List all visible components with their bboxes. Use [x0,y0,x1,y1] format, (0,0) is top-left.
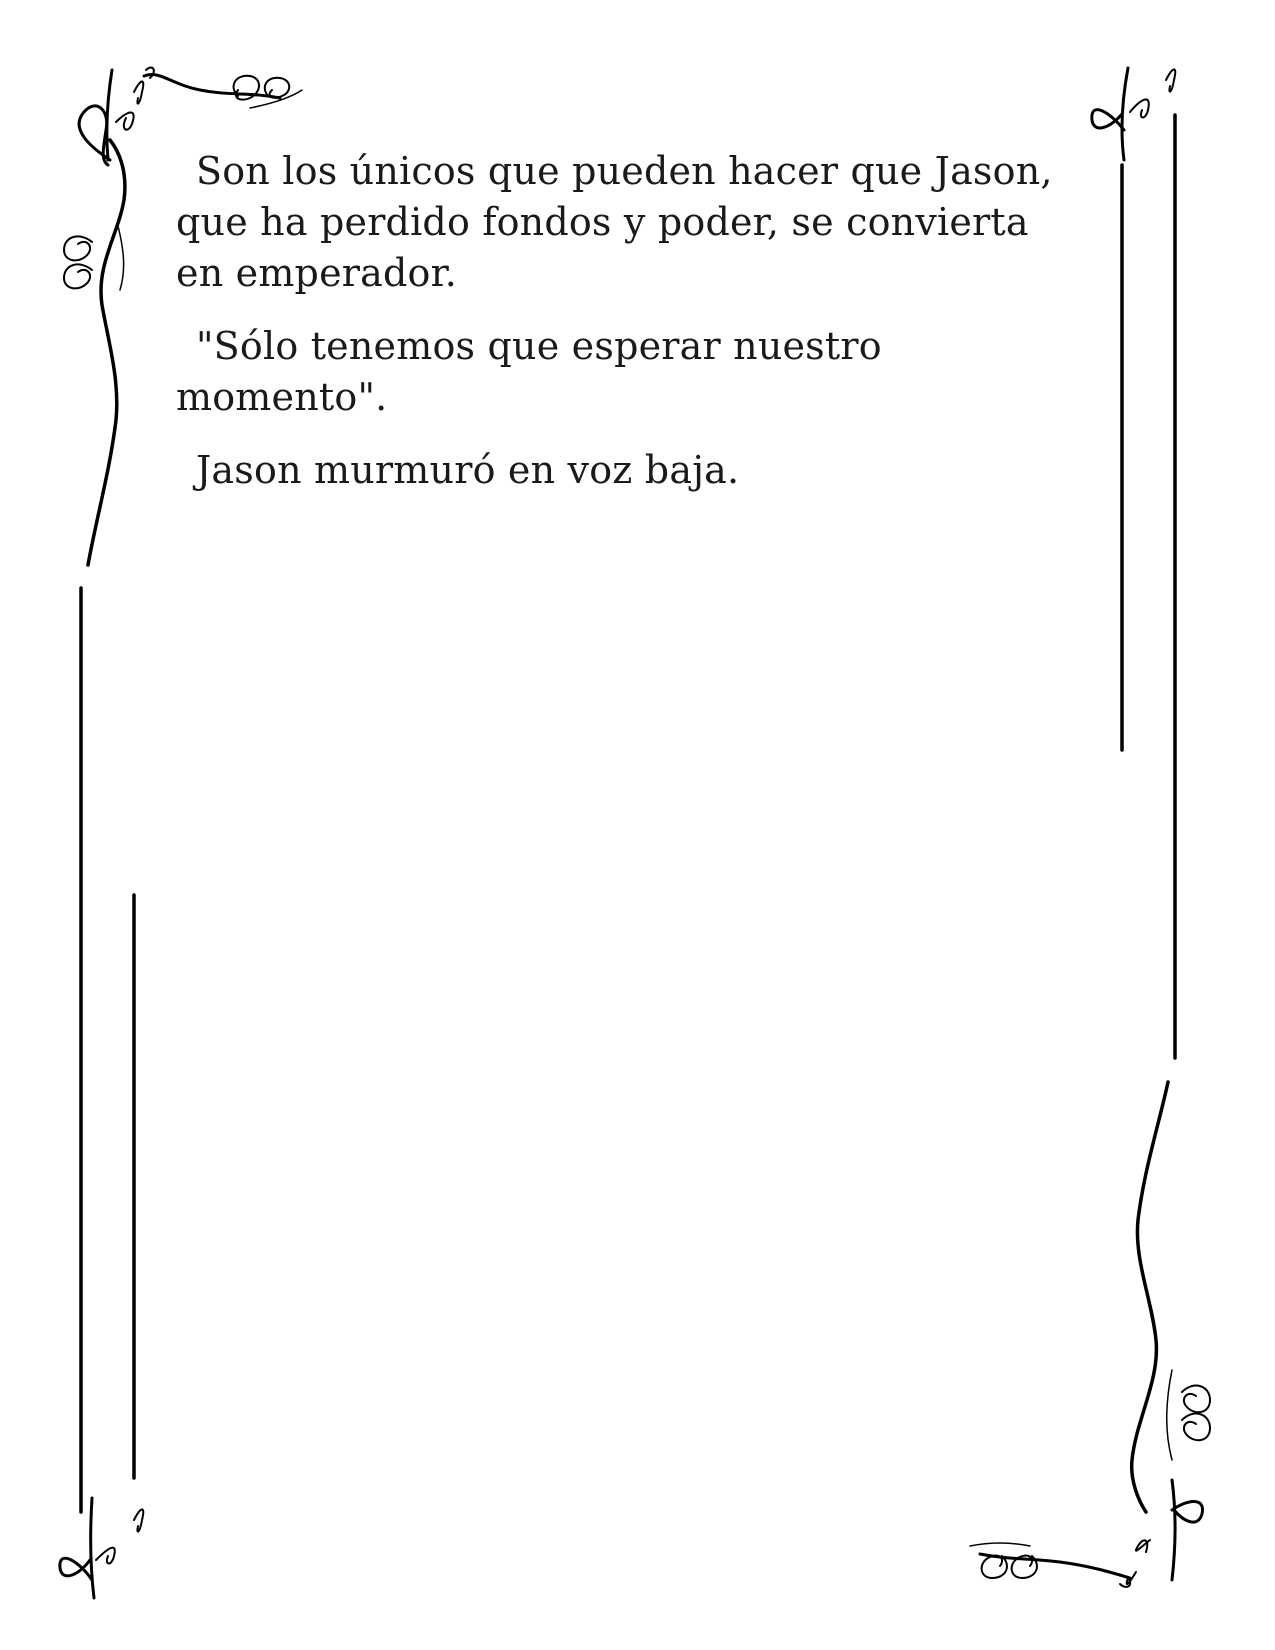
top-right-flourish-ornament [1092,68,1175,160]
paragraph-2: "Sólo tenemos que esperar nuestro momento". [176,324,882,419]
paragraph-1: Son los únicos que pueden hacer que Jason, que ha perdido fondos y poder, se convierta en emperador. [176,149,1053,295]
paragraph-3: Jason murmuró en voz baja. [196,448,740,492]
bottom-left-flourish-ornament [60,1498,143,1598]
document-body [176,146,1081,518]
bottom-right-flourish-ornament [970,1082,1210,1587]
